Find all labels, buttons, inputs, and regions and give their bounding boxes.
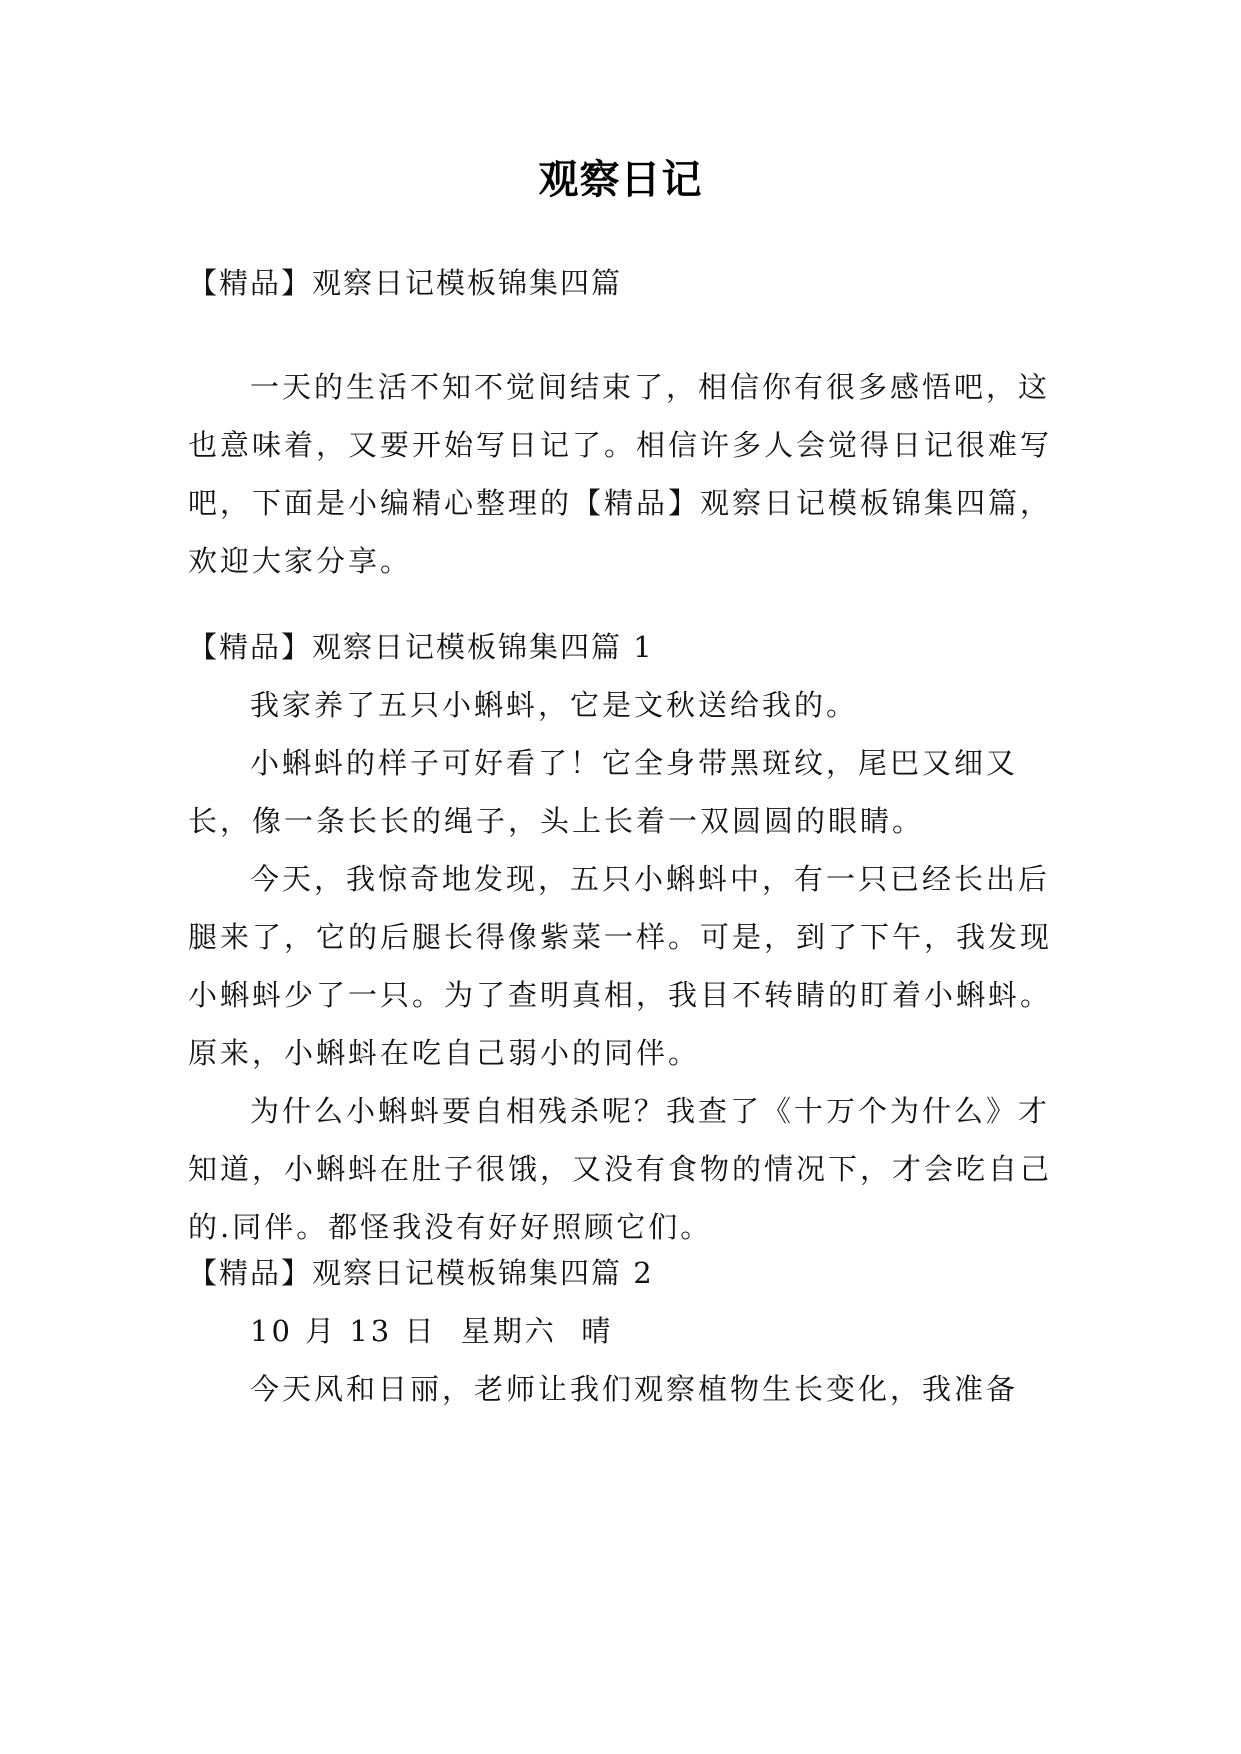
document-subtitle: 【精品】观察日记模板锦集四篇 [188,266,623,300]
intro-block [188,358,1078,590]
section-heading: 【精品】观察日记模板锦集四篇 1 [188,630,654,664]
section-paragraph: 为什么小蝌蚪要自相残杀呢？我查了《十万个为什么》才知道，小蝌蚪在肚子很饿，又没有食物的情况下，才会吃自己的.同伴。都怪我没有好好照顾它们。 [188,1094,1053,1244]
section-date-line: 10 月 13 日 星期六 晴 [250,1314,614,1348]
section-paragraph: 小蝌蚪的样子可好看了！它全身带黑斑纹，尾巴又细又长，像一条长长的绳子，头上长着一双圆圆的眼睛。 [188,746,1019,838]
intro-paragraph: 一天的生活不知不觉间结束了，相信你有很多感悟吧，这也意味着，又要开始写日记了。相信许多人会觉得日记很难写吧，下面是小编精心整理的【精品】观察日记模板锦集四篇，欢迎大家分享。 [188,370,1053,578]
subtitle-block [188,254,1078,312]
document-title: 观察日记 [538,157,703,203]
section-paragraph: 我家养了五只小蝌蚪，它是文秋送给我的。 [250,688,859,722]
section-1 [188,618,1078,1256]
section-paragraph: 今天，我惊奇地发现，五只小蝌蚪中，有一只已经长出后腿来了，它的后腿长得像紫菜一样。可是，到了下午，我发现小蝌蚪少了一只。为了查明真相，我目不转睛的盯着小蝌蚪。原来，小蝌蚪在吃自己弱小的同伴。 [188,862,1053,1070]
section-paragraph: 今天风和日丽，老师让我们观察植物生长变化，我准备 [250,1372,1019,1406]
section-heading: 【精品】观察日记模板锦集四篇 2 [188,1256,654,1290]
section-2 [188,1244,1078,1418]
